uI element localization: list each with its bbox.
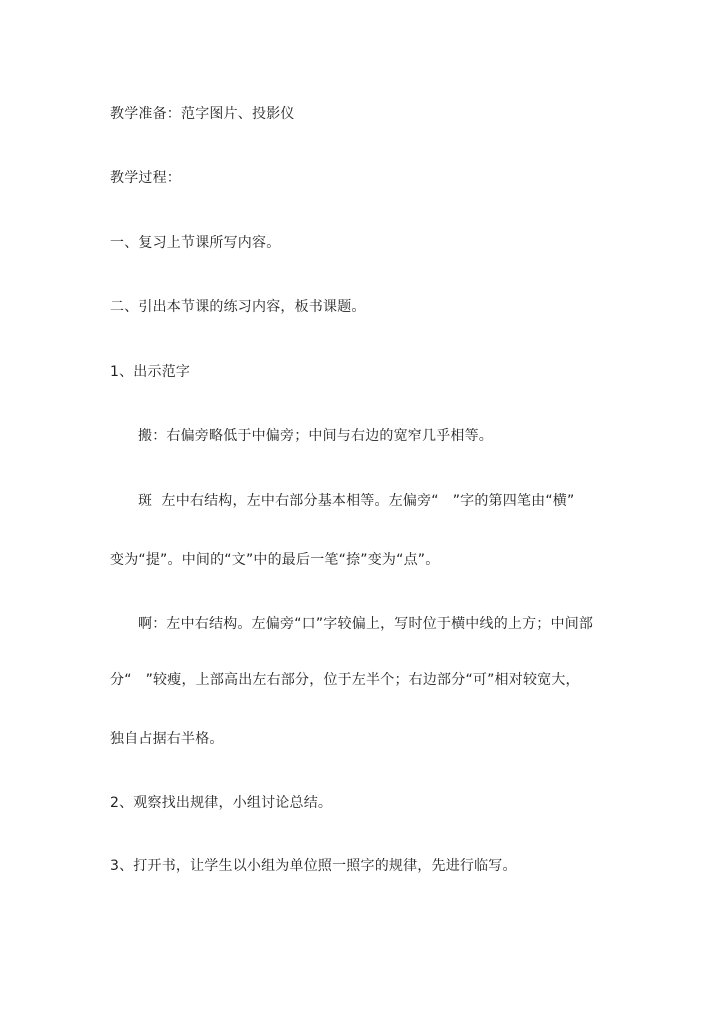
char-ban2-description-part1: 斑 左中右结构，左中右部分基本相等。左偏旁“ ”字的第四笔由“横” [138, 493, 575, 509]
step-one-line: 一、复习上节课所写内容。 [110, 235, 281, 251]
char-a-description-part1: 啊：左中右结构。左偏旁“口”字较偏上，写时位于横中线的上方；中间部 [138, 616, 594, 632]
sub-step-two-line: 2、观察找出规律，小组讨论总结。 [110, 795, 333, 811]
step-two-line: 二、引出本节课的练习内容，板书课题。 [110, 299, 366, 315]
teaching-process-heading: 教学过程： [110, 170, 181, 186]
char-ban2-description-part2: 变为“提”。中间的“文”中的最后一笔“捺”变为“点”。 [110, 552, 440, 568]
sub-step-three-line: 3、打开书，让学生以小组为单位照一照字的规律，先进行临写。 [110, 858, 517, 874]
sub-step-one-line: 1、出示范字 [110, 364, 191, 380]
char-a-description-part3: 独自占据右半格。 [110, 731, 224, 747]
char-ban-description: 搬：右偏旁略低于中偏旁；中间与右边的宽窄几乎相等。 [138, 428, 493, 444]
teaching-prep-line: 教学准备：范字图片、投影仪 [110, 106, 295, 122]
char-a-description-part2: 分“ ”较瘦，上部高出左右部分，位于左半个；右边部分“可”相对较宽大， [110, 672, 580, 688]
